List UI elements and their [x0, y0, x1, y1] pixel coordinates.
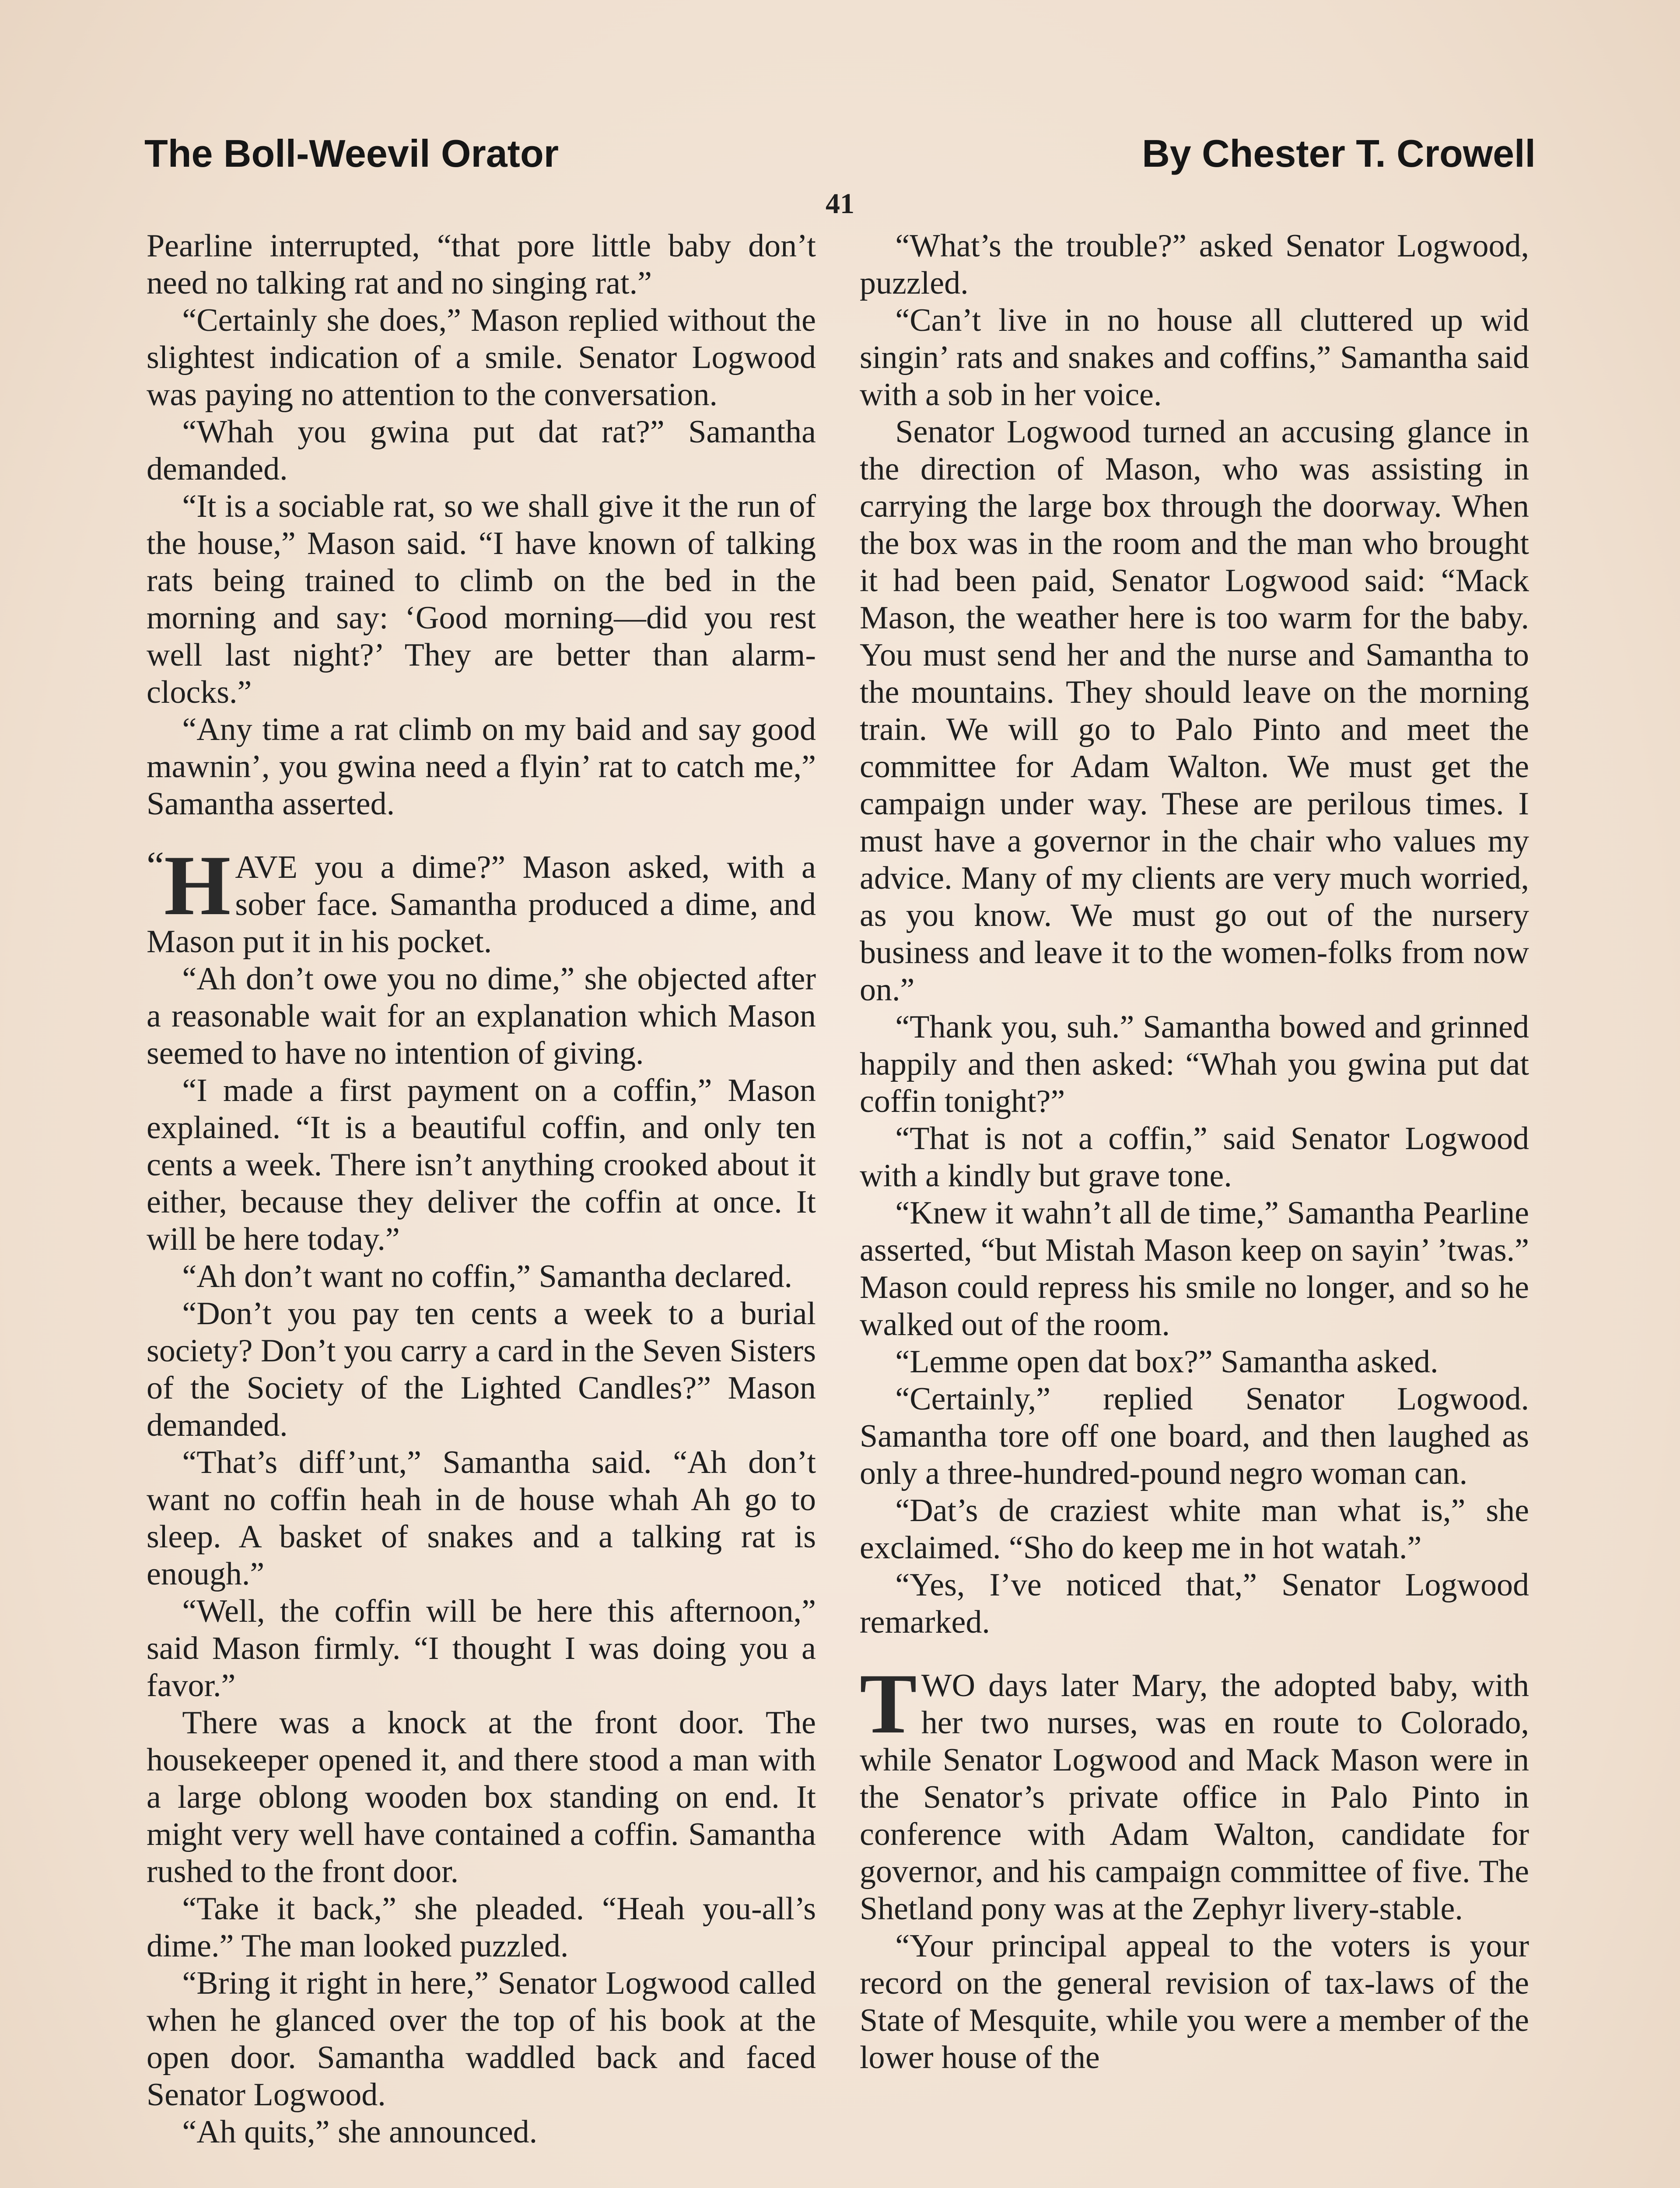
section-text: WO days later Mary, the adopted baby, with her two nurses, was en route to Colorado, while Senator Logwood and Mack Mason were in the Senator’s private office in Palo Pinto in conference with Adam Walton, candidate for governor, and his campaign committee of five. The Shetland pony was at the Zephyr livery-stable.	[860, 1668, 1529, 1927]
paragraph: “Can’t live in no house all cluttered up wid singin’ rats and snakes and coffins,” Samantha said with a sob in her voice.	[860, 302, 1529, 413]
section-text: AVE you a dime?” Mason asked, with a sober face. Samantha produced a dime, and Mason put it in his pocket.	[147, 849, 816, 960]
paragraph: “Dat’s de craziest white man what is,” she exclaimed. “Sho do keep me in hot watah.”	[860, 1493, 1529, 1566]
paragraph: “Whah you gwina put dat rat?” Samantha demanded.	[147, 414, 816, 487]
paragraph: “Knew it wahn’t all de time,” Samantha Pearline asserted, “but Mistah Mason keep on sayin’ ’twas.” Mason could repress his smile no longer, and so he walked out of the room.	[860, 1195, 1529, 1343]
paragraph: “Lemme open dat box?” Samantha asked.	[895, 1344, 1438, 1380]
paragraph: “Bring it right in here,” Senator Logwood called when he glanced over the top of his book at the open door. Samantha waddled back and faced Senator Logwood.	[147, 1965, 816, 2113]
story-title: The Boll-Weevil Orator	[144, 132, 559, 175]
page-number: 41	[826, 188, 854, 220]
paragraph: “Well, the coffin will be here this afternoon,” said Mason firmly. “I thought I was doing you a favor.”	[147, 1593, 816, 1704]
paragraph: “Certainly,” replied Senator Logwood. Samantha tore off one board, and then laughed as only a three-hundred-pound negro woman can.	[860, 1381, 1529, 1491]
paragraph: Pearline interrupted, “that pore little baby don’t need no talking rat and no singing rat.”	[147, 228, 816, 301]
paragraph: “Take it back,” she pleaded. “Heah you-all’s dime.” The man looked puzzled.	[147, 1891, 816, 1964]
paragraph: “Ah don’t owe you no dime,” she objected after a reasonable wait for an explanation which Mason seemed to have no intention of giving.	[147, 961, 816, 1071]
drop-cap: H	[164, 838, 231, 933]
paragraph: “Your principal appeal to the voters is your record on the general revision of tax-laws of the State of Mesquite, while you were a member of the lower house of the	[860, 1928, 1529, 2076]
paragraph: There was a knock at the front door. The housekeeper opened it, and there stood a man with a large oblong wooden box standing on end. It might very well have contained a coffin. Samantha rushed to the front door.	[147, 1705, 816, 1890]
right-column	[860, 228, 1529, 2188]
paragraph: “I made a first payment on a coffin,” Mason explained. “It is a beautiful coffin, and only ten cents a week. There isn’t anything crooked about it either, because they deliver the coffin at once. It will be here today.”	[147, 1073, 816, 1257]
paragraph: “Ah don’t want no coffin,” Samantha declared.	[182, 1259, 792, 1294]
paragraph: “Don’t you pay ten cents a week to a burial society? Don’t you carry a card in the Seven Sisters of the Society of the Lighted Candles?” Mason demanded.	[147, 1296, 816, 1443]
paragraph: Senator Logwood turned an accusing glance in the direction of Mason, who was assisting in carrying the large box through the doorway. When the box was in the room and the man who brought it had been paid, Senator Logwood said: “Mack Mason, the weather here is too warm for the baby. You must send her and the nurse and Samantha to the mountains. They should leave on the morning train. We will go to Palo Pinto and meet the committee for Adam Walton. We must get the campaign under way. These are perilous times. I must have a governor in the chair who values my advice. Many of my clients are very much worried, as you know. We must go out of the nursery business and leave it to the women-folks from now on.”	[860, 414, 1529, 1008]
paragraph: “What’s the trouble?” asked Senator Logwood, puzzled.	[860, 228, 1529, 301]
paragraph: “That is not a coffin,” said Senator Logwood with a kindly but grave tone.	[860, 1121, 1529, 1194]
paragraph: “It is a sociable rat, so we shall give it the run of the house,” Mason said. “I have known of talking rats being trained to climb on the bed in the morning and say: ‘Good morning—did you rest well last night?’ They are better than alarm-clocks.”	[147, 488, 816, 710]
paragraph: “Yes, I’ve noticed that,” Senator Logwood remarked.	[860, 1567, 1529, 1640]
running-header	[144, 131, 1536, 184]
section-opening-paragraph	[860, 1656, 1529, 1928]
drop-cap: T	[860, 1656, 917, 1751]
paragraph: “Ah quits,” she announced.	[182, 2114, 538, 2150]
story-byline: By Chester T. Crowell	[1142, 132, 1536, 175]
section-opening-paragraph	[147, 838, 816, 961]
paragraph: “Any time a rat climb on my baid and say good mawnin’, you gwina need a flyin’ rat to catch me,” Samantha asserted.	[147, 712, 816, 822]
left-column	[147, 228, 816, 2188]
paragraph: “Certainly she does,” Mason replied without the slightest indication of a smile. Senator Logwood was paying no attention to the conversation.	[147, 302, 816, 413]
paragraph: “That’s diff’unt,” Samantha said. “Ah don’t want no coffin heah in de house whah Ah go to sleep. A basket of snakes and a talking rat is enough.”	[147, 1445, 816, 1592]
paragraph: “Thank you, suh.” Samantha bowed and grinned happily and then asked: “Whah you gwina put dat coffin tonight?”	[860, 1009, 1529, 1119]
opening-quote: “	[147, 844, 164, 887]
